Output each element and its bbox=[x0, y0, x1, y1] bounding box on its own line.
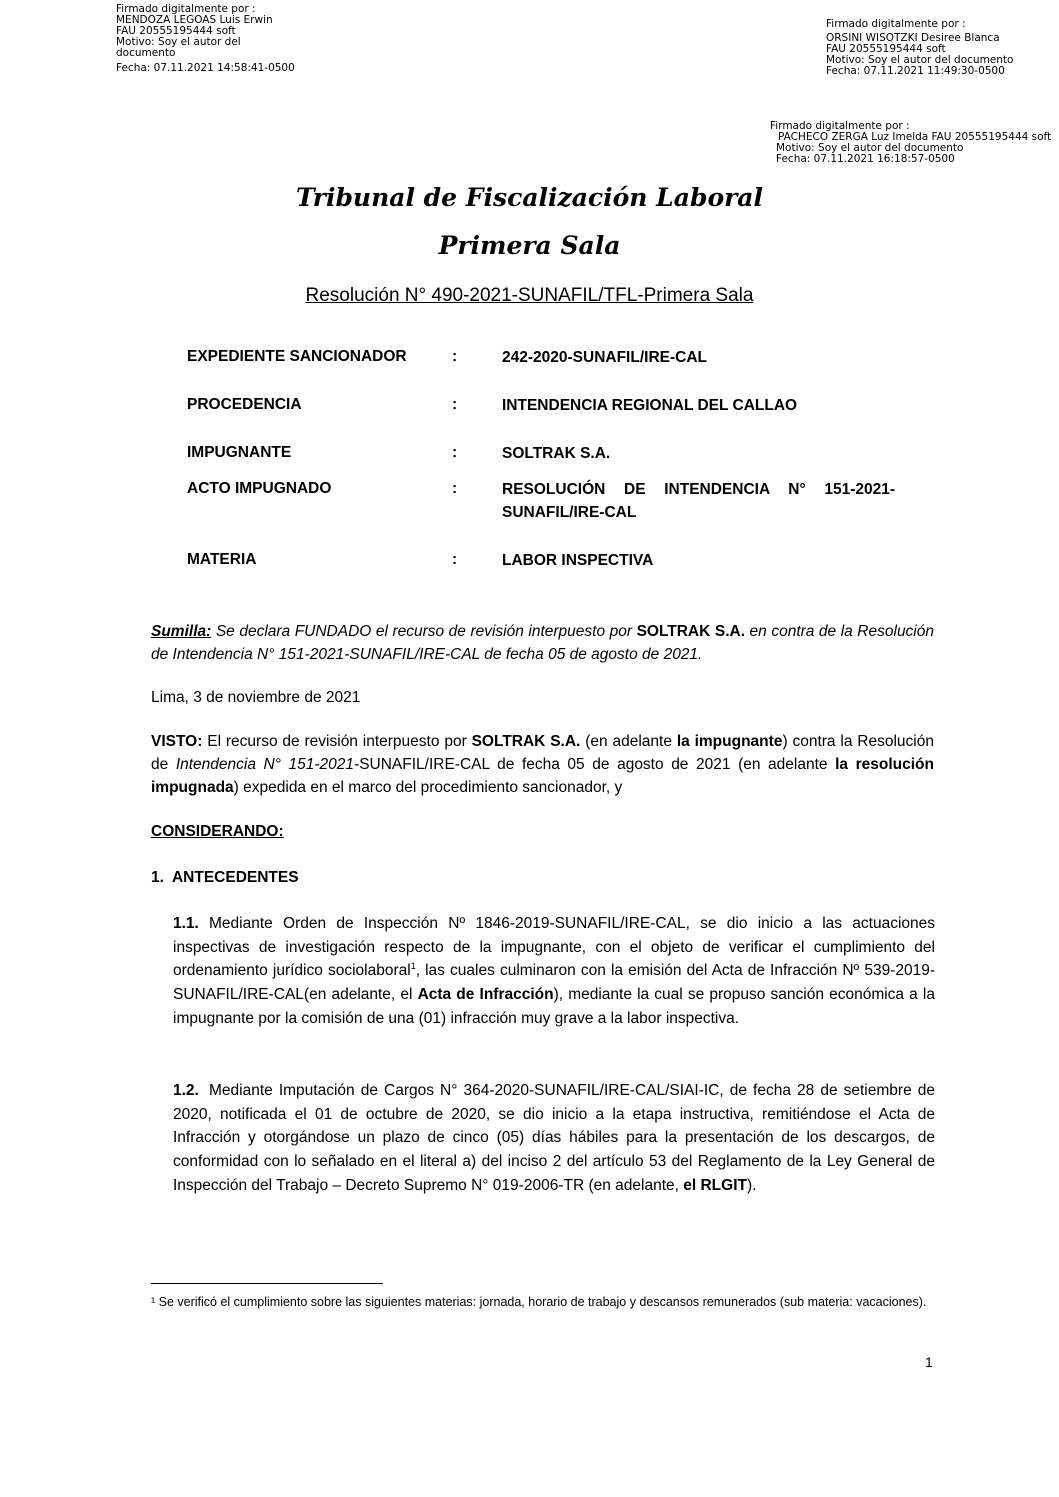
impugnante-term: la impugnante bbox=[676, 733, 783, 750]
considerando-heading: CONSIDERANDO: bbox=[151, 823, 284, 840]
meta-value: 242-2020-SUNAFIL/IRE-CAL bbox=[502, 349, 707, 366]
meta-value: RESOLUCIÓN DE INTENDENCIA N° 151-2021-SUNAFIL/IRE-CAL bbox=[502, 481, 895, 521]
visto-text: ) expedida en el marco del procedimiento sancionador, y bbox=[233, 779, 623, 796]
signature-line: Fecha: 07.11.2021 14:58:41-0500 bbox=[116, 62, 295, 74]
meta-colon: : bbox=[452, 480, 458, 497]
sumilla-label: Sumilla: bbox=[151, 623, 212, 640]
signature-line: Firmado digitalmente por : bbox=[116, 3, 256, 15]
visto-text: Intendencia N° 151-2021- bbox=[175, 756, 360, 773]
sumilla-text: en contra de la Resolución de Intendencia N° 151-2021-SUNAFIL/IRE-CAL de fecha 05 de agosto de 2021. bbox=[151, 623, 934, 663]
meta-colon: : bbox=[452, 396, 458, 413]
signature-line: Firmado digitalmente por : bbox=[826, 18, 966, 30]
visto-text: El recurso de revisión interpuesto por bbox=[202, 733, 472, 750]
paragraph-1-2 bbox=[173, 1079, 935, 1198]
signature-line: documento bbox=[116, 47, 176, 59]
page-number: 1 bbox=[925, 1354, 933, 1370]
signature-line: PACHECO ZERGA Luz Imelda FAU 20555195444 soft bbox=[778, 131, 1052, 143]
visto-text: SUNAFIL/IRE-CAL de fecha 05 de agosto de 2021 (en adelante bbox=[359, 756, 836, 773]
signature-line: Firmado digitalmente por : bbox=[770, 120, 910, 132]
visto-text: (en adelante bbox=[580, 733, 677, 750]
digital-signature-stamp bbox=[116, 4, 295, 74]
resolution-number: Resolución N° 490-2021-SUNAFIL/TFL-Primera Sala bbox=[305, 285, 754, 306]
visto-paragraph bbox=[151, 730, 934, 799]
acta-term: Acta de Infracción bbox=[417, 986, 554, 1004]
digital-signature-stamp bbox=[826, 19, 1013, 77]
signature-line: MENDOZA LEGOAS Luis Erwin bbox=[116, 14, 273, 26]
item-number: 1.1. bbox=[173, 915, 199, 932]
meta-colon: : bbox=[452, 444, 458, 461]
paragraph-1-1 bbox=[173, 912, 935, 1031]
item-text: ). bbox=[746, 1176, 757, 1194]
sumilla-paragraph bbox=[151, 620, 934, 666]
item-text: Mediante Imputación de Cargos N° 364-2020-SUNAFIL/IRE-CAL/SIAI-IC, de fecha 28 de setiembre de 2020, notificada el 01 de octubre de 2020, se dio inicio a la etapa instructiva, remitiéndose el Acta de Infracción y otorgándose un plazo de cinco (05) días hábiles para la presentación de los descargos, de conformidad con lo señalado en el literal a) del inciso 2 del artículo 53 del Reglamento de la Ley General de Inspección del Trabajo – Decreto Supremo N° 019-2006-TR (en adelante, bbox=[173, 1082, 935, 1194]
meta-colon: : bbox=[452, 551, 458, 568]
signature-line: Motivo: Soy el autor del documento bbox=[776, 142, 964, 154]
item-text: , las cuales culminaron con la emisión del Acta de Infracción Nº 539-2019-SUNAFIL/IRE-CAL(en adelante, el bbox=[173, 962, 935, 1004]
signature-line: ORSINI WISOTZKI Desiree Blanca bbox=[826, 32, 1000, 44]
footnote-reference: 1 bbox=[410, 961, 416, 972]
item-text: Mediante Orden de Inspección Nº 1846-2019-SUNAFIL/IRE-CAL, se dio inicio a las actuaciones inspectivas de investigación respecto de la impugnante, con el objeto de verificar el cumplimiento del ordenamiento jurídico sociolaboral bbox=[173, 915, 935, 980]
tribunal-title: Tribunal de Fiscalización Laboral bbox=[296, 183, 763, 212]
meta-label: EXPEDIENTE SANCIONADOR bbox=[187, 348, 407, 365]
item-number: 1.2. bbox=[173, 1082, 199, 1099]
visto-text: ) contra la Resolución de bbox=[151, 733, 934, 773]
resolution-term: la resolución impugnada bbox=[151, 756, 934, 796]
signature-line: FAU 20555195444 soft bbox=[826, 43, 946, 55]
company-name: SOLTRAK S.A. bbox=[471, 733, 581, 750]
digital-signature-stamp bbox=[770, 121, 1051, 165]
meta-label: MATERIA bbox=[187, 551, 257, 568]
footnote: ¹ Se verificó el cumplimiento sobre las siguientes materias: jornada, horario de trabajo y descansos remunerados (sub materia: vacaciones). bbox=[151, 1295, 927, 1309]
visto-label: VISTO: bbox=[151, 733, 203, 750]
meta-value: SOLTRAK S.A. bbox=[502, 445, 611, 462]
meta-value: INTENDENCIA REGIONAL DEL CALLAO bbox=[502, 397, 798, 414]
signature-line: Fecha: 07.11.2021 11:49:30-0500 bbox=[826, 65, 1005, 77]
meta-value: LABOR INSPECTIVA bbox=[502, 552, 654, 569]
meta-label: ACTO IMPUGNADO bbox=[187, 480, 332, 497]
footnote-separator bbox=[151, 1283, 383, 1284]
meta-label: IMPUGNANTE bbox=[187, 444, 292, 461]
meta-label: PROCEDENCIA bbox=[187, 396, 302, 413]
meta-colon: : bbox=[452, 348, 458, 365]
signature-line: Fecha: 07.11.2021 16:18:57-0500 bbox=[776, 153, 955, 165]
signature-line: Motivo: Soy el autor del bbox=[116, 36, 241, 48]
chamber-title: Primera Sala bbox=[438, 231, 621, 260]
rlgit-term: el RLGIT bbox=[683, 1176, 747, 1194]
company-name: SOLTRAK S.A. bbox=[636, 623, 746, 640]
section-heading: 1. ANTECEDENTES bbox=[151, 869, 299, 886]
item-text: ), mediante la cual se propuso sanción económica a la impugnante por la comisión de una (01) infracción muy grave a la labor inspectiva. bbox=[173, 986, 935, 1027]
sumilla-text: Se declara FUNDADO el recurso de revisión interpuesto por bbox=[211, 623, 637, 640]
date-line: Lima, 3 de noviembre de 2021 bbox=[151, 689, 361, 706]
signature-line: FAU 20555195444 soft bbox=[116, 25, 236, 37]
signature-line: Motivo: Soy el autor del documento bbox=[826, 54, 1014, 66]
